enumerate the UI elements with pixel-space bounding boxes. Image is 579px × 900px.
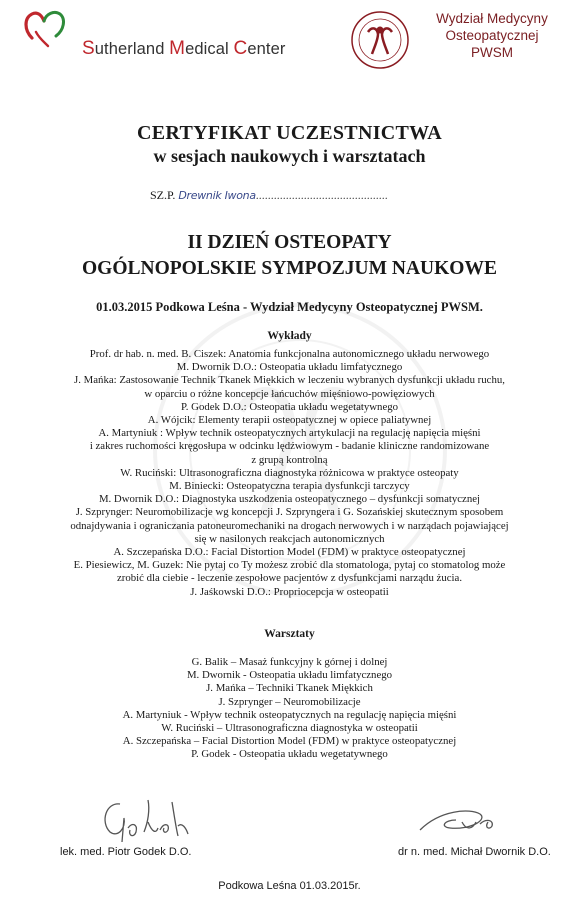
lectures-list: [0, 348, 579, 599]
recipient-prefix: SZ.P.: [150, 188, 176, 202]
lecture-line: J. Mańka: Zastosowanie Technik Tkanek Miękkich w leczeniu wybranych dysfunkcji układu ruchu,: [74, 374, 505, 387]
event-title: II DZIEŃ OSTEOPATY: [187, 232, 392, 253]
event-subtitle: OGÓLNOPOLSKIE SYMPOZJUM NAUKOWE: [82, 258, 497, 279]
faculty-seal-icon: [350, 10, 410, 70]
certificate-subtitle: w sesjach naukowych i warsztatach: [153, 146, 426, 166]
lecture-line: J. Jaśkowski D.O.: Propriocepcja w osteopatii: [190, 585, 389, 598]
lecture-line: z grupą kontrolną: [251, 453, 328, 466]
certificate-title: CERTYFIKAT UCZESTNICTWA: [137, 122, 442, 144]
lecture-line: A. Martyniuk : Wpływ technik osteopatycznych artykulacji na regulację napięcia mięśni: [98, 427, 481, 440]
workshops-heading: Warsztaty: [264, 628, 315, 640]
workshop-line: J. Szprynger – Neuromobilizacje: [218, 695, 361, 708]
lecture-line: w oparciu o różne koncepcje łańcuchów mięśniowo-powięziowych: [144, 387, 435, 400]
recipient-name: Drewnik Iwona: [178, 189, 256, 202]
workshop-line: A. Szczepańska – Facial Distortion Model (FDM) w praktyce osteopatycznej: [122, 735, 457, 748]
workshop-line: G. Balik – Masaż funkcyjny k górnej i dolnej: [191, 656, 388, 668]
workshops-list: [0, 656, 579, 762]
lecture-line: M. Biniecki: Osteopatyczna terapia dysfunkcji tarczycy: [169, 480, 410, 493]
lecture-line: A. Wójcik: Elementy terapii osteopatycznej w opiece paliatywnej: [147, 414, 432, 427]
recipient-line: [150, 188, 388, 203]
signature-right-icon: [410, 800, 510, 840]
lecture-line: A. Szczepańska D.O.: Facial Distortion Model (FDM) w praktyce osteopatycznej: [113, 546, 466, 559]
lecture-line: J. Szprynger: Neuromobilizacje wg koncepcji J. Szpryngera i G. Sozańskiej skutecznym sposobem: [75, 506, 504, 519]
signature-left-icon: [92, 792, 202, 852]
workshop-line: P. Godek - Osteopatia układu wegetatywnego: [191, 748, 388, 761]
signer-left-name: lek. med. Piotr Godek D.O.: [60, 846, 192, 858]
issue-place-date: Podkowa Leśna 01.03.2015r.: [218, 880, 361, 892]
lecture-line: E. Piesiewicz, M. Guzek: Nie pytaj co Ty możesz zrobić dla stomatologa, pytaj co stomatolog może: [73, 559, 506, 572]
faculty-name: Wydział Medycyny Osteopatycznej PWSM: [436, 11, 548, 60]
organization-name: Sutherland Medical Center: [82, 38, 286, 59]
lecture-line: Prof. dr hab. n. med. B. Ciszek: Anatomia funkcjonalna autonomicznego układu nerwowego: [89, 348, 490, 360]
lecture-line: się w nasilonych reakcjach autonomicznych: [194, 532, 385, 545]
workshop-line: M. Dwornik - Osteopatia układu limfatycznego: [186, 669, 393, 682]
recipient-dots: ............................................: [255, 188, 388, 202]
event-date-place: 01.03.2015 Podkowa Leśna - Wydział Medycyny Osteopatycznej PWSM.: [96, 300, 483, 314]
lecture-line: P. Godek D.O.: Osteopatia układu wegetatywnego: [180, 400, 399, 413]
lecture-line: i zakres ruchomości kręgosłupa w odcinku lędźwiowym - badanie kliniczne randomizowane: [89, 440, 490, 453]
lecture-line: M. Dwornik D.O.: Diagnostyka uszkodzenia osteopatycznego – dysfunkcji somatycznej: [98, 493, 481, 506]
lecture-line: odnajdywania i ograniczania patoneuromechaniki na drogach nerwowych i w narządach pojawiającej: [70, 519, 509, 532]
lectures-heading: Wykłady: [267, 330, 312, 342]
lecture-line: M. Dwornik D.O.: Osteopatia układu limfatycznego: [176, 361, 403, 374]
lecture-line: W. Ruciński: Ultrasonograficzna diagnostyka różnicowa w praktyce osteopaty: [120, 466, 459, 479]
workshop-line: W. Ruciński – Ultrasonograficzna diagnostyka w osteopatii: [161, 722, 418, 735]
lecture-line: zrobić dla ciebie - leczenie zespołowe pacjentów z dysfunkcjami narządu żucia.: [116, 572, 463, 585]
workshop-line: A. Martyniuk - Wpływ technik osteopatycznych na regulację napięcia mięśni: [122, 708, 457, 721]
signer-right-name: dr n. med. Michał Dwornik D.O.: [398, 846, 551, 858]
workshop-line: J. Mańka – Techniki Tkanek Miękkich: [206, 682, 373, 695]
heart-hands-logo-icon: [22, 8, 68, 48]
